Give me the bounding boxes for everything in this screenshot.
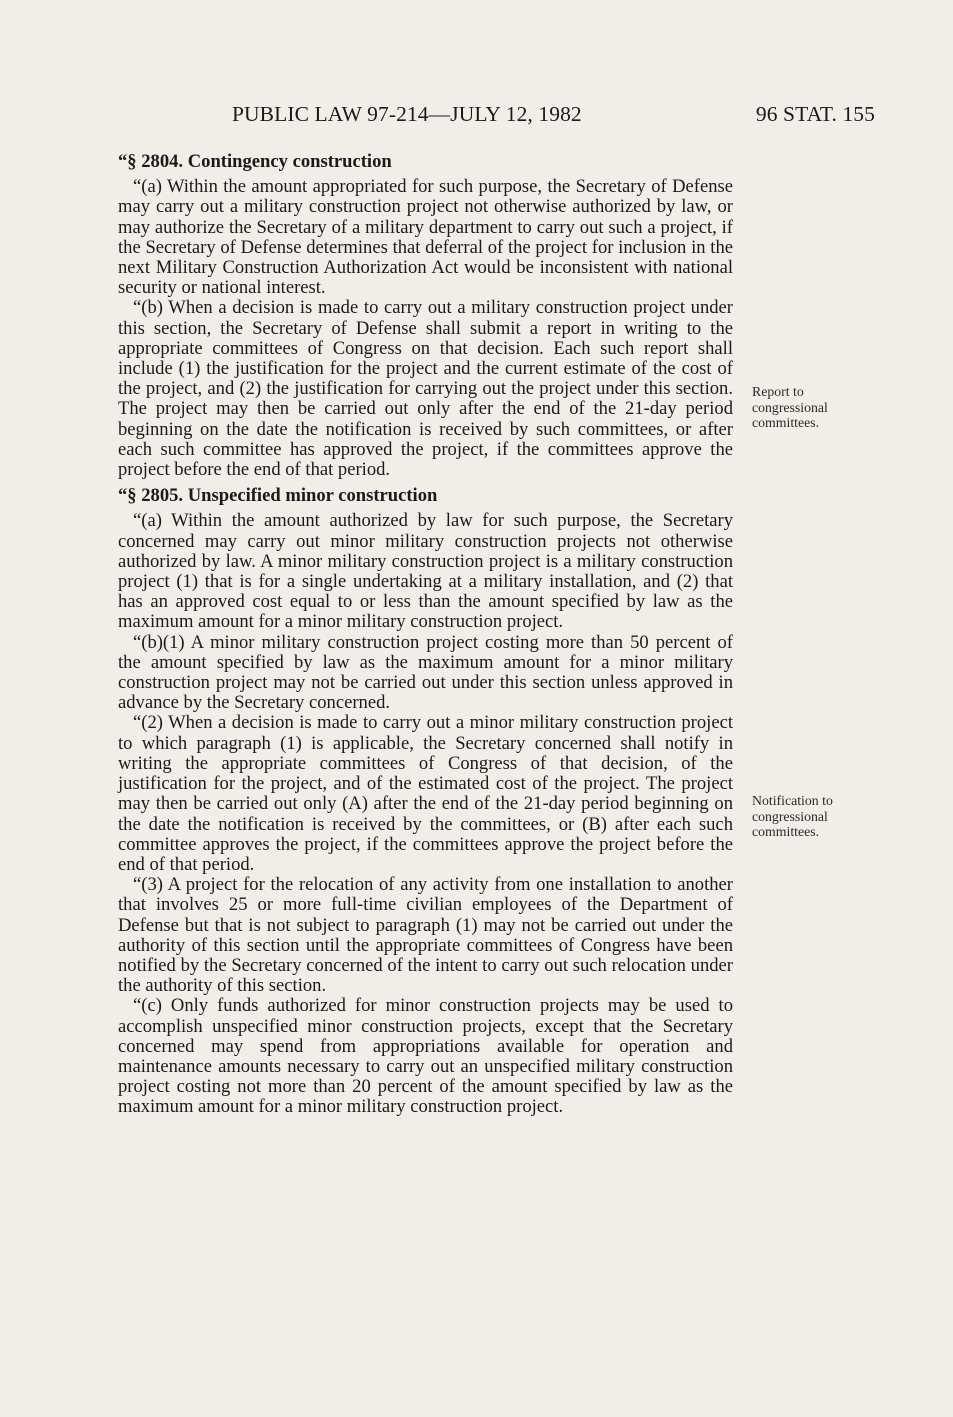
page-header bbox=[118, 102, 875, 132]
section-2805-paragraph-a: “(a) Within the amount authorized by law for such purpose, the Secretary concerned may carry out minor military construction projects not otherwise authorized by law. A minor military construction project is a military construction project (1) that is for a single undertaking at a military installation, and (2) that has an approved cost equal to or less than the amount specified by law as the maximum amount for a minor military construction project. bbox=[118, 510, 733, 633]
section-2805-paragraph-b2: “(2) When a decision is made to carry out a minor military construction project to which paragraph (1) is applicable, the Secretary concerned shall notify in writing the appropriate committees of Congress of that decision, of the justification for the project, and of the estimated cost of the project. The project may then be carried out only (A) after the end of the 21-day period beginning on the date the notification is received by the committees, or (B) after each such committee approves the project, if the committees approve the project before the end of that period. bbox=[118, 712, 733, 875]
section-2805-paragraph-c: “(c) Only funds authorized for minor construction projects may be used to accomplish unspecified minor construction projects, except that the Secretary concerned may spend from appropriations available for operation and maintenance amounts necessary to carry out an unspecified military construction project costing not more than 20 percent of the amount specified by law as the maximum amount for a minor military construction project. bbox=[118, 995, 733, 1118]
public-law-citation: PUBLIC LAW 97-214—JULY 12, 1982 bbox=[232, 102, 582, 126]
margin-note-report: Report to congressional committees. bbox=[752, 384, 828, 430]
section-2805-paragraph-b3: “(3) A project for the relocation of any activity from one installation to another that involves 25 or more full-time civilian employees of the Department of Defense but that is not subject to paragraph (1) may not be carried out under the authority of this section until the appropriate committees of Congress have been notified by the Secretary concerned of the intent to carry out such relocation under the authority of this section. bbox=[118, 874, 733, 997]
document-body bbox=[118, 152, 733, 1118]
section-2804-heading: “§ 2804. Contingency construction bbox=[118, 151, 392, 172]
section-2805-heading: “§ 2805. Unspecified minor construction bbox=[118, 485, 438, 507]
statutes-page-number: 96 STAT. 155 bbox=[755, 102, 875, 126]
margin-note-notification: Notification to congressional committees. bbox=[752, 793, 833, 839]
section-2805-paragraph-b1: “(b)(1) A minor military construction project costing more than 50 percent of the amount specified by law as the maximum amount for a minor military construction project may not be carried out under this section unless approved in advance by the Secretary concerned. bbox=[118, 631, 733, 714]
section-2804-paragraph-b: “(b) When a decision is made to carry out a military construction project under this section, the Secretary of Defense shall submit a report in writing to the appropriate committees of Congress on that decision. Each such report shall include (1) the justification for the project and the current estimate of the cost of the project, and (2) the justification for carrying out the project under this section. The project may then be carried out only after the end of the 21-day period beginning on the date the notification is received by such committees, or after each such committee has approved the project, if the committees approve the project before the end of that period. bbox=[118, 297, 733, 481]
section-2804-paragraph-a: “(a) Within the amount appropriated for such purpose, the Secretary of Defense may carry out a military construction project not otherwise authorized by law, or may authorize the Secretary of a military department to carry out such a project, if the Secretary of Defense determines that deferral of the project for inclusion in the next Military Construction Authorization Act would be inconsistent with national security or national interest. bbox=[118, 176, 733, 299]
